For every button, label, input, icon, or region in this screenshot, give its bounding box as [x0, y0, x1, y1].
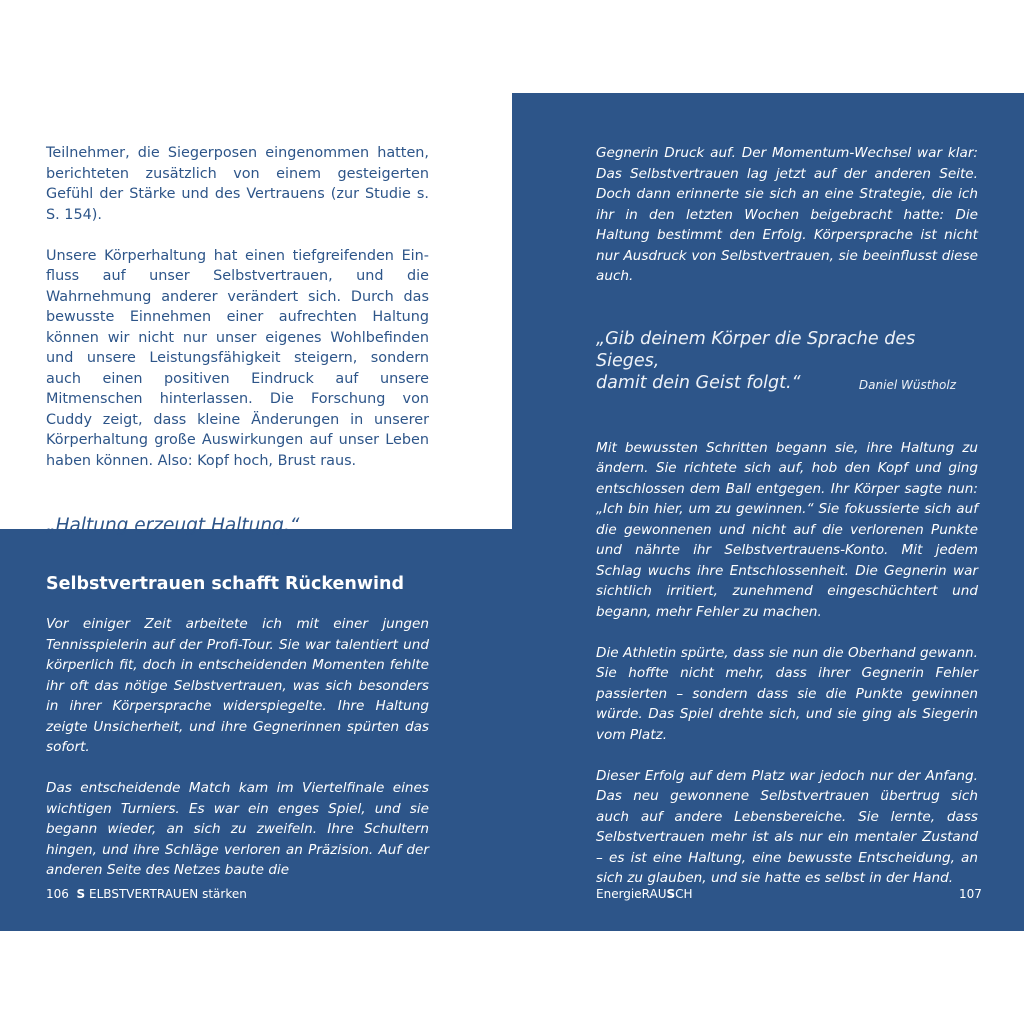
running-title-bold: S: [666, 887, 676, 901]
story-paragraph: Gegnerin Druck auf. Der Momentum-Wechsel war klar: Das Selbstvertrauen lag jetzt auf der anderen Seite. Doch dann erinnerte sie sich an eine Strategie, die ich ihr in den letzten Wochen beigebracht hatte: Die Haltung bestimmt den Erfolg. Körpersprache ist nicht nur Ausdruck von Selbstvertrauen, sie beeinflusst diese auch.: [596, 145, 978, 284]
running-title-initial: S: [76, 887, 86, 901]
running-title: ELBSTVERTRAUEN stärken: [89, 887, 247, 901]
left-page-footer: [46, 886, 247, 902]
story-paragraph: Dieser Erfolg auf dem Platz war jedoch nur der Anfang. Das neu gewonnene Selbstvertrauen übertrug sich auch auf andere Lebensbereiche. Sie lernte, dass Selbstvertrauen mehr ist als nur ein mentaler Zustand – es ist eine Haltung, eine bewusste Entscheidung, an sich zu glauben, und sie hatte es selbst in der Hand.: [596, 767, 978, 886]
section-heading: Selbstvertrauen schafft Rückenwind: [46, 574, 405, 594]
left-page-lower-text: [46, 572, 429, 881]
running-title-suffix: CH: [675, 887, 693, 901]
right-page-text: [596, 143, 978, 889]
story-paragraph: Die Athletin spürte, dass sie nun die Oberhand gewann. Sie hoffte nicht mehr, dass ihrer Gegnerin Fehler passierten – sondern dass sie die Punkte gewinnen würde. Das Spiel drehte sich, und sie ging als Siegerin vom Platz.: [596, 644, 978, 743]
quote-line: „Gib deinem Körper die Sprache des Sieges,: [596, 328, 916, 371]
quote-author: Daniel Wüstholz: [858, 377, 956, 392]
quote-line: damit dein Geist folgt.“: [596, 372, 801, 393]
left-page-upper-text: [46, 143, 429, 538]
page-number: 107: [959, 887, 982, 901]
body-paragraph: Teilnehmer, die Siegerposen eingenommen hatten, berichteten zusätzlich von einem gesteigerten Gefühl der Stärke und des Vertrauens (zur Studie s. S. 154).: [46, 145, 429, 223]
body-paragraph: Unsere Körperhaltung hat einen tiefgreifenden Einfluss auf unser Selbstvertrauen, und die Wahrnehmung anderer verändert sich. Durch das bewusste Einnehmen einer aufrechten Haltung können wir nicht nur unser eigenes Wohlbefinden und unsere Leistungsfähigkeit steigern, sondern auch einen positiven Eindruck auf unsere Mitmenschen hinterlassen. Die Forschung von Cuddy zeigt, dass kleine Änderungen in unserer Körperhaltung große Auswirkungen auf unser Leben haben können. Also: Kopf hoch, Brust raus.: [46, 247, 429, 469]
story-paragraph: Mit bewussten Schritten begann sie, ihre Haltung zu ändern. Sie richtete sich auf, hob den Kopf und ging entschlossen dem Ball entgegen. Ihr Körper sagte nun: „Ich bin hier, um zu gewinnen.“ Sie fokussierte sich auf die gewonnenen und nicht auf die verlorenen Punkte und nährte ihr Selbstvertrauens-Konto. Mit jedem Schlag wuchs ihre Entschlossenheit. Die Gegnerin war sichtlich irritiert, zunehmend eingeschüchtert und begann, mehr Fehler zu machen.: [596, 439, 978, 620]
story-paragraph: Das entscheidende Match kam im Viertelfinale eines wichtigen Turniers. Es war ein enges Spiel, und sie begann wieder, an sich zu zweifeln. Ihre Schultern hingen, und ihre Schläge verloren an Präzision. Auf der anderen Seite des Netzes baute die: [46, 780, 429, 878]
pull-quote: „Haltung erzeugt Haltung.“: [46, 515, 300, 536]
pull-quote: [596, 328, 978, 394]
running-title-prefix: EnergieRAU: [596, 887, 667, 901]
page-number: 106: [46, 887, 69, 901]
right-page-running-title: [596, 886, 693, 902]
story-paragraph: Vor einiger Zeit arbeitete ich mit einer jungen Tennisspielerin auf der Profi-Tour. Sie war talentiert und körperlich fit, doch in entscheidenden Momenten fehlte ihr oft das nötige Selbstvertrauen, was sich besonders in ihrer Körpersprache widerspiegelte. Ihre Haltung zeigte Unsicherheit, und ihre Gegnerinnen spürten das sofort.: [46, 616, 429, 755]
